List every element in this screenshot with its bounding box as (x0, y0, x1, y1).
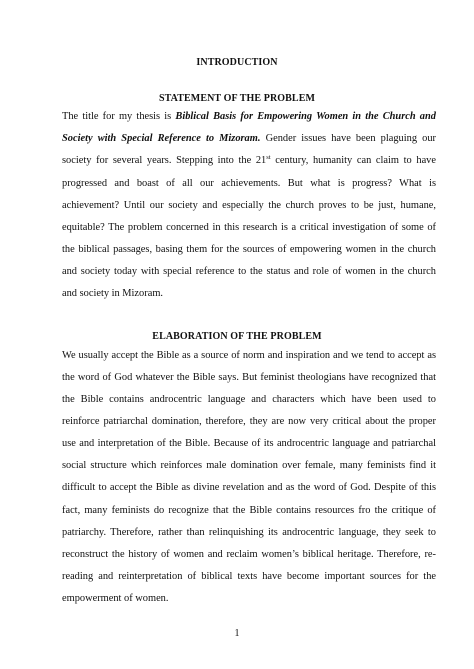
paragraph-line: reading and reinterpretation of biblical texts have become important sources for the (62, 571, 436, 582)
paragraph-line: fact, many feminists do recognize that the Bible contains resources fro the critique of (62, 505, 436, 516)
text-run: Stepping into the 21 (176, 155, 267, 166)
paragraph-line (62, 154, 436, 167)
paragraph-line (62, 110, 436, 123)
paragraph-line: the biblical passages, basing them for the sources of empowering women in the church (62, 244, 436, 255)
page-number: 1 (234, 628, 240, 639)
text-run: century, humanity can claim to have (270, 155, 436, 166)
paragraph-line: the word of God whatever the Bible says. But feminist theologians have recognized that (62, 372, 436, 383)
text-run: Gender issues have been plaguing our (265, 133, 436, 144)
paragraph-line: equitable? The problem concerned in this research is a critical investigation of some of (62, 222, 436, 233)
paragraph-line: progressed and boast of all our achievements. But what is progress? What is (62, 178, 436, 189)
paragraph-line: the Bible contains androcentric language and characters which have been used to (62, 394, 436, 405)
text-run: society for several years. (62, 155, 172, 166)
paragraph-line: difficult to accept the Bible as divine revelation and as the word of God. Despite of this (62, 482, 436, 493)
paragraph-line: reconstruct the history of women and reclaim women’s biblical heritage. Therefore, re- (62, 549, 436, 560)
thesis-title-run: Society with Special Reference to Mizoram. (62, 133, 261, 144)
paragraph-line: and society in Mizoram. (62, 288, 163, 299)
paragraph-line: patriarchy. Therefore, rather than relinquishing its androcentric language, they seek to (62, 527, 436, 538)
heading-introduction: INTRODUCTION (196, 57, 278, 68)
heading-statement-of-problem: STATEMENT OF THE PROBLEM (158, 93, 316, 104)
heading-elaboration-of-problem: ELABORATION OF THE PROBLEM (152, 331, 322, 342)
paragraph-line (62, 132, 436, 145)
superscript: st (266, 154, 271, 161)
paragraph-line: achievement? Until our society and especially the church proves to be just, humane, (62, 200, 436, 211)
paragraph-line: We usually accept the Bible as a source of norm and inspiration and we tend to accept as (62, 350, 436, 361)
paragraph-line: social structure which reinforces male domination over female, many feminists find it (62, 460, 436, 471)
paragraph-line: reinforce patriarchal domination, therefore, they are now very critical about the proper (62, 416, 436, 427)
text-run: The title for my thesis is (62, 111, 172, 122)
paragraph-line: use and interpretation of the Bible. Because of its androcentric language and patriarchal (62, 438, 436, 449)
paragraph-line: empowerment of women. (62, 593, 169, 604)
thesis-title-run: Biblical Basis for Empowering Women in the Church and (175, 111, 436, 122)
paragraph-line: and society today with special reference to the status and role of women in the church (62, 266, 436, 277)
